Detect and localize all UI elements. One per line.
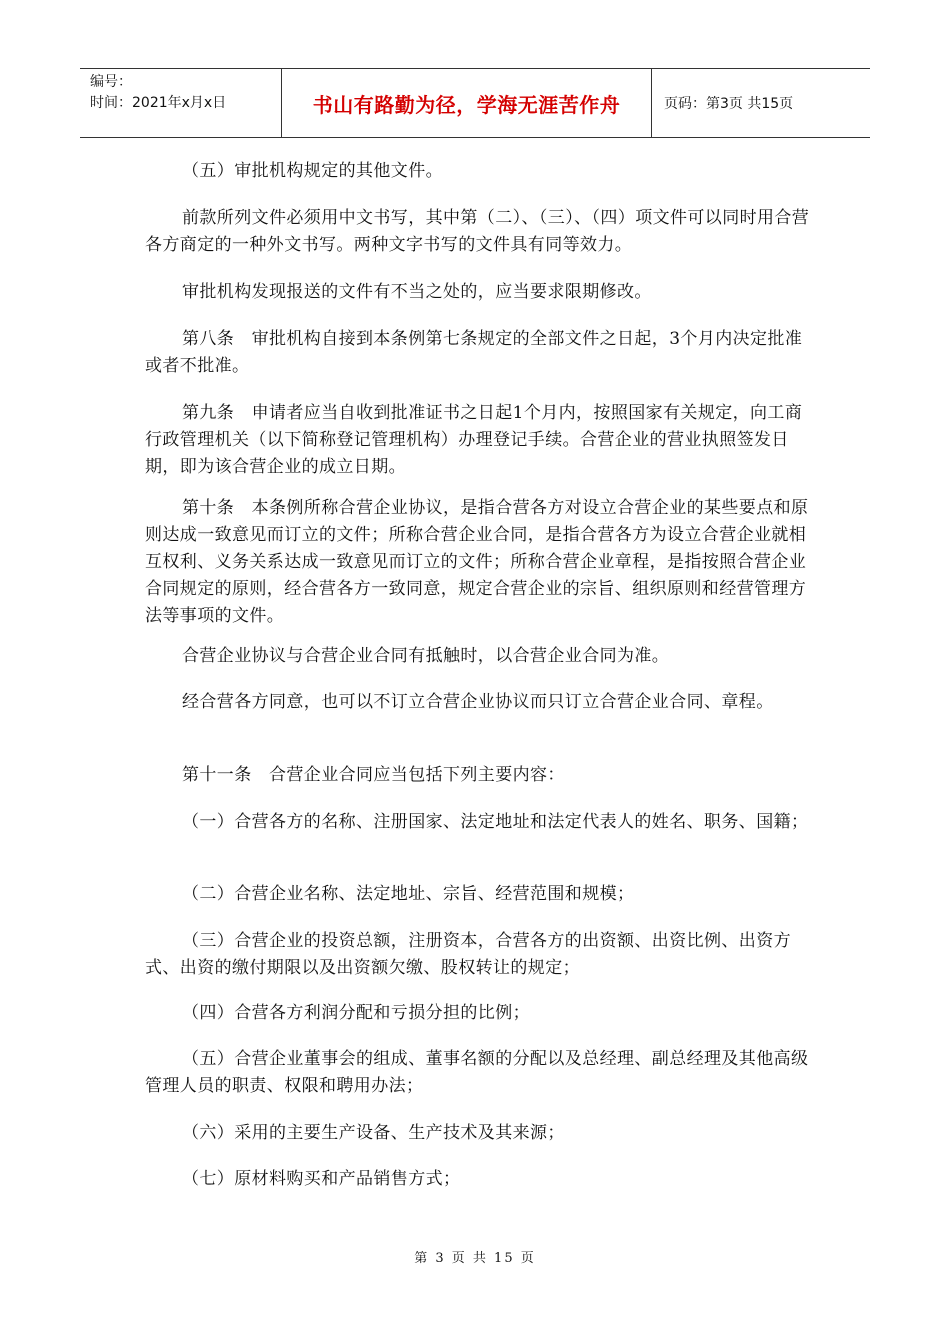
paragraph: 第九条 申请者应当自收到批准证书之日起1个月内，按照国家有关规定，向工商行政管理机关（以下简称登记管理机构）办理登记手续。合营企业的营业执照签发日期，即为该合营企业的成立日期。 bbox=[145, 403, 803, 477]
paragraph: 第十一条 合营企业合同应当包括下列主要内容： bbox=[182, 765, 565, 785]
paragraph: （二）合营企业名称、法定地址、宗旨、经营范围和规模； bbox=[182, 884, 635, 904]
header-page-number: 页码：第3页 共15页 bbox=[664, 96, 794, 112]
document-number-label: 编号： bbox=[90, 74, 132, 90]
paragraph: （四）合营各方利润分配和亏损分担的比例； bbox=[182, 1003, 530, 1023]
paragraph: 第十条 本条例所称合营企业协议，是指合营各方对设立合营企业的某些要点和原则达成一致意见而订立的文件；所称合营企业合同，是指合营各方为设立合营企业就相互权利、义务关系达成一致意见而订立的文件；所称合营企业章程，是指按照合营企业合同规定的原则，经合营各方一致同意，规定合营企业的宗旨、组织原则和经营管理方法等事项的文件。 bbox=[145, 498, 809, 626]
header-meta bbox=[80, 69, 282, 137]
page-footer: 第 3 页 共 15 页 bbox=[414, 1251, 536, 1266]
paragraph: 经合营各方同意，也可以不订立合营企业协议而只订立合营企业合同、章程。 bbox=[182, 692, 774, 712]
paragraph: 合营企业协议与合营企业合同有抵触时，以合营企业合同为准。 bbox=[182, 646, 670, 666]
paragraph: 前款所列文件必须用中文书写，其中第（二）、（三）、（四）项文件可以同时用合营各方商定的一种外文书写。两种文字书写的文件具有同等效力。 bbox=[145, 208, 810, 255]
paragraph: （七）原材料购买和产品销售方式； bbox=[182, 1169, 461, 1189]
paragraph: （三）合营企业的投资总额，注册资本，合营各方的出资额、出资比例、出资方式、出资的缴付期限以及出资额欠缴、股权转让的规定； bbox=[145, 931, 791, 978]
paragraph: （六）采用的主要生产设备、生产技术及其来源； bbox=[182, 1123, 565, 1143]
document-date-label: 时间：2021年x月x日 bbox=[90, 95, 227, 111]
paragraph: （五）合营企业董事会的组成、董事名额的分配以及总经理、副总经理及其他高级管理人员的职责、权限和聘用办法； bbox=[145, 1049, 809, 1096]
paragraph: （一）合营各方的名称、注册国家、法定地址和法定代表人的姓名、职务、国籍； bbox=[182, 812, 809, 832]
page-header bbox=[80, 68, 870, 138]
header-motto: 书山有路勤为径，学海无涯苦作舟 bbox=[282, 69, 652, 137]
paragraph: 审批机构发现报送的文件有不当之处的，应当要求限期修改。 bbox=[182, 282, 652, 302]
paragraph: （五）审批机构规定的其他文件。 bbox=[182, 161, 443, 181]
paragraph: 第八条 审批机构自接到本条例第七条规定的全部文件之日起，3个月内决定批准或者不批准。 bbox=[145, 329, 803, 376]
